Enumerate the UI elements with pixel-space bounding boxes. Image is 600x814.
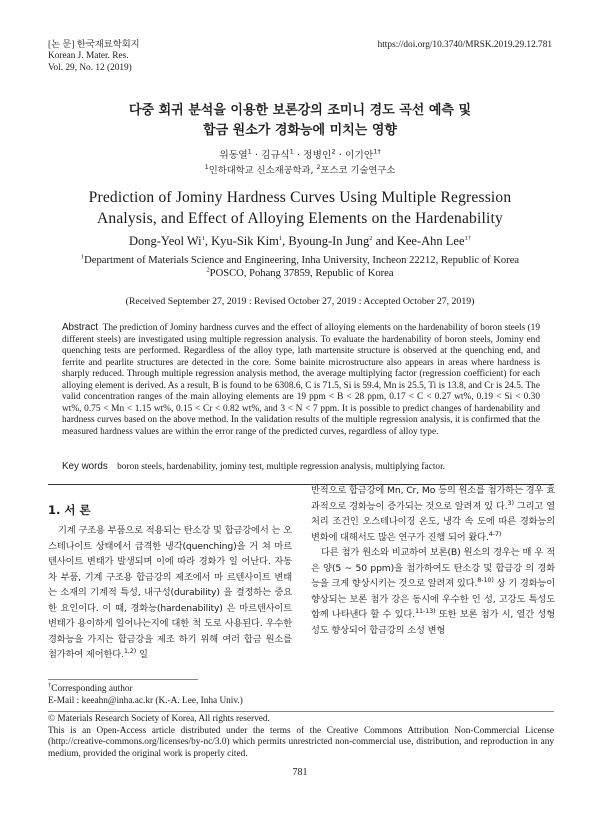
en-affiliation-1	[0, 254, 600, 267]
right-column-paragraph-2	[311, 545, 555, 638]
text-line: 또한 보론	[435, 609, 478, 620]
text-line: 르텐사이트 변태는 소재의 기계적 특성, 내구성(durability)	[48, 571, 292, 598]
keywords-label: Key words	[62, 461, 108, 472]
en-author-sup: 2	[369, 234, 373, 242]
text-line: 성, 고강도 특성도 함께 나타낸다 할 수 있다.	[311, 593, 555, 620]
abstract-text: The prediction of Jominy hardness curves and the effect of alloying elements on the hardenability of boron steels (19 different steels) are investigated using multiple regression analysis. To evaluate the hardenability of boron steels, Jominy end quenching tests are performed. Regardless of the alloy type, lath martensite structure is observed at the quenching end, and ferrite and pearlite structures are detected in the core. Some bainite microstructure also appears in areas where hardness is sharply reduced. Through multiple regression analysis method, the average multiplying factor (regression coefficient) for each alloying element is derived. As a result, B is found to be 6308.6, C is 71.5, Si is 59.4, Mn is 25.5, Ti is 13.8, and Cr is 24.5. The valid concentration ranges of the main alloying elements are 19 ppm < B < 28 ppm, 0.17 < C < 0.27 wt%, 0.19 < Si < 0.30 wt%, 0.75 < Mn < 1.15 wt%, 0.15 < Cr < 0.82 wt%, and 3 < N < 7 ppm. It is possible to predict changes of hardenability and hardness curves based on the above method. In the validation results of the multiple regression analysis, it is confirmed that the measured hardness values are within the error range of the predicted curves, regardless of alloy type.	[62, 323, 540, 437]
doi-link[interactable]: https://doi.org/10.3740/MRSK.2019.29.12.781	[377, 40, 552, 50]
text-line: 은 마르텐사이트 변태가 용이하게 일어나는지에 대한 척	[48, 602, 292, 629]
dagger-mark: †	[48, 681, 52, 689]
journal-header	[48, 40, 140, 74]
kr-author-sep: ·	[335, 150, 345, 161]
kr-aff-sup: 1	[204, 162, 209, 171]
text-line: 반적으로 합금강에 Mn, Cr, Mo 등의 원소를 첨가하는	[311, 485, 523, 496]
text-line: 의 경화능을 크게 향상시키는 것으로 알려져 있다.	[311, 562, 555, 589]
right-column	[311, 483, 555, 638]
text-line: 우 적은 양(5 ~ 50 ppm)을 첨가하여도 탄소강 및 합금강	[311, 547, 555, 574]
corresponding-text: Corresponding author	[51, 684, 133, 694]
text-line: 하기 위해 여러 합금 원소를 첨가하여 제어한다.	[48, 633, 292, 660]
journal-name-en: Korean J. Mater. Res.	[48, 51, 129, 62]
text-line: 는 오스테나이트 상태에서 급격한 냉각(quenching)을 거	[48, 525, 292, 552]
page-number: 781	[292, 767, 308, 778]
text-line: 첨가 시, 열간 성형성도 향상되어 합금강의 소성 변형	[311, 609, 555, 636]
en-aff-text: POSCO, Pohang 37859, Republic of Korea	[209, 268, 394, 279]
en-author-sep: ,	[204, 234, 212, 248]
kr-aff-text: 포스코 기술연구소	[320, 165, 396, 176]
en-author-sup: 1	[201, 234, 205, 242]
english-title	[0, 187, 600, 229]
license-text: This is an Open-Access article distributed under the terms of the Creative Commons Attribution Non-Commercial License (http://creative-commons.org/licenses/by-nc/3.0) which permits unrestricted non-commercial use, distribution, and reproduction in any medium, provided the original work is properly cited.	[48, 725, 554, 759]
en-author-sep: ,	[282, 234, 289, 248]
keywords	[62, 461, 540, 472]
kr-author-name: 정병인	[303, 150, 332, 161]
korean-authors	[0, 147, 600, 161]
citation-ref: 11-13)	[415, 606, 436, 615]
keywords-text: boron steels, hardenability, jominy test, multiple regression analysis, multiplying factor.	[117, 462, 446, 472]
received-dates: (Received September 27, 2019 : Revised October 27, 2019 : Accepted October 27, 2019)	[125, 296, 475, 307]
left-column-paragraph	[48, 523, 292, 663]
en-author-name: Byoung-In Jung	[288, 234, 370, 248]
kr-author-name: 김규식	[261, 150, 290, 161]
license-divider	[48, 711, 554, 712]
text-line: 을 결정하는 중요한 요인이다. 이 때, 경화능(hardenability)	[48, 587, 292, 614]
right-column-paragraph-1	[311, 483, 555, 545]
kr-author-sup: 2	[331, 147, 336, 156]
text-line: 어난다. 자동차 부품, 기계 구조용 합금강의 제조에서 마	[48, 556, 292, 583]
citation-ref: 4-7)	[488, 529, 502, 538]
abstract-label: Abstract	[62, 322, 98, 333]
kr-author-sup: 1†	[373, 147, 381, 156]
korean-title-line2: 합금 원소가 경화능에 미치는 영향	[203, 123, 397, 138]
citation-ref: 3)	[507, 498, 514, 507]
kr-aff-sup: 2	[316, 162, 321, 171]
en-aff-sup: 1	[80, 253, 85, 261]
en-aff-sup: 2	[206, 266, 210, 274]
en-author-name: Kee-Ahn Lee	[396, 234, 465, 248]
korean-title	[0, 101, 600, 141]
section-title: 1. 서 론	[48, 503, 91, 517]
citation-ref: 8-10)	[477, 575, 494, 584]
en-author-sup: 1†	[464, 234, 471, 242]
en-author-name: Dong-Yeol Wi	[128, 234, 202, 248]
citation-ref: 1,2)	[123, 646, 137, 655]
text-line: 다른 첨가 원소와 비교하여 보론(B) 원소의 경우는 매	[321, 547, 532, 558]
text-line: 기계 구조용 부품으로 적용되는 탄소강 및 합금강에서	[58, 525, 269, 536]
journal-volume: Vol. 29, No. 12 (2019)	[48, 62, 132, 73]
journal-category: [논 문] 한국재료학회지	[48, 40, 140, 50]
text-line: 되어 왔다.	[447, 531, 489, 543]
kr-author-sup: 1	[247, 147, 252, 156]
korean-affiliations	[0, 162, 600, 176]
text-line: 그리고 열처리 조건인 오스테나이징 온도, 냉각 속	[311, 500, 555, 527]
footnote	[48, 681, 243, 707]
text-line: 일	[136, 649, 148, 660]
text-line: 도로 사용된다. 우수한 경화능을 가지는 합금강을 제조	[48, 618, 293, 645]
text-line: 기 경화능이 향상되는 보론 첨가 강은 동시에 우수한 인	[311, 578, 555, 605]
english-authors	[0, 234, 600, 249]
english-title-line1: Prediction of Jominy Hardness Curves Using Multiple Regression	[88, 189, 512, 206]
abstract	[62, 322, 540, 438]
en-author-sep: and	[372, 234, 397, 248]
corresponding-note	[48, 681, 243, 696]
en-author-sup: 1	[278, 234, 283, 242]
kr-aff-text: 인하대학교 신소재공학과,	[208, 165, 317, 176]
text-line: 상	[493, 578, 506, 589]
kr-author-sep: ·	[293, 150, 304, 161]
text-line: 도에 따른 경화능의 변화에 대해서도 많은 연구가 진행	[311, 516, 555, 543]
korean-title-line1: 다중 회귀 분석을 이용한 보론강의 조미니 경도 곡선 예측 및	[128, 103, 472, 118]
kr-author-name: 이기안	[344, 150, 374, 161]
kr-author-sup: 1	[289, 147, 294, 156]
copyright-line: © Materials Research Society of Korea, All rights reserved.	[48, 714, 270, 724]
en-aff-text: Department of Materials Science and Engineering, Inha University, Incheon 22212, Republic of Korea	[84, 255, 520, 266]
license-block	[48, 714, 554, 760]
en-author-name: Kyu-Sik Kim	[211, 234, 279, 248]
text-line: 경우 효과적으로 경화능이 증가되는 것으로 알려져 있	[311, 485, 555, 512]
footnote-divider	[48, 679, 198, 680]
english-title-line2: Analysis, and Effect of Alloying Elements on the Hardenability	[97, 210, 503, 227]
email-note: E-Mail : keeahn@inha.ac.kr (K.-A. Lee, Inha Univ.)	[48, 695, 243, 706]
kr-author-sep: ·	[251, 150, 262, 161]
english-affiliations	[0, 254, 600, 280]
kr-author-name: 위동열	[219, 150, 248, 161]
text-line: 다.	[495, 500, 508, 512]
en-affiliation-2	[0, 267, 600, 280]
text-line: 쳐 마르텐사이트 변태가 발생되며 이에 따라 경화가 일	[48, 540, 292, 567]
